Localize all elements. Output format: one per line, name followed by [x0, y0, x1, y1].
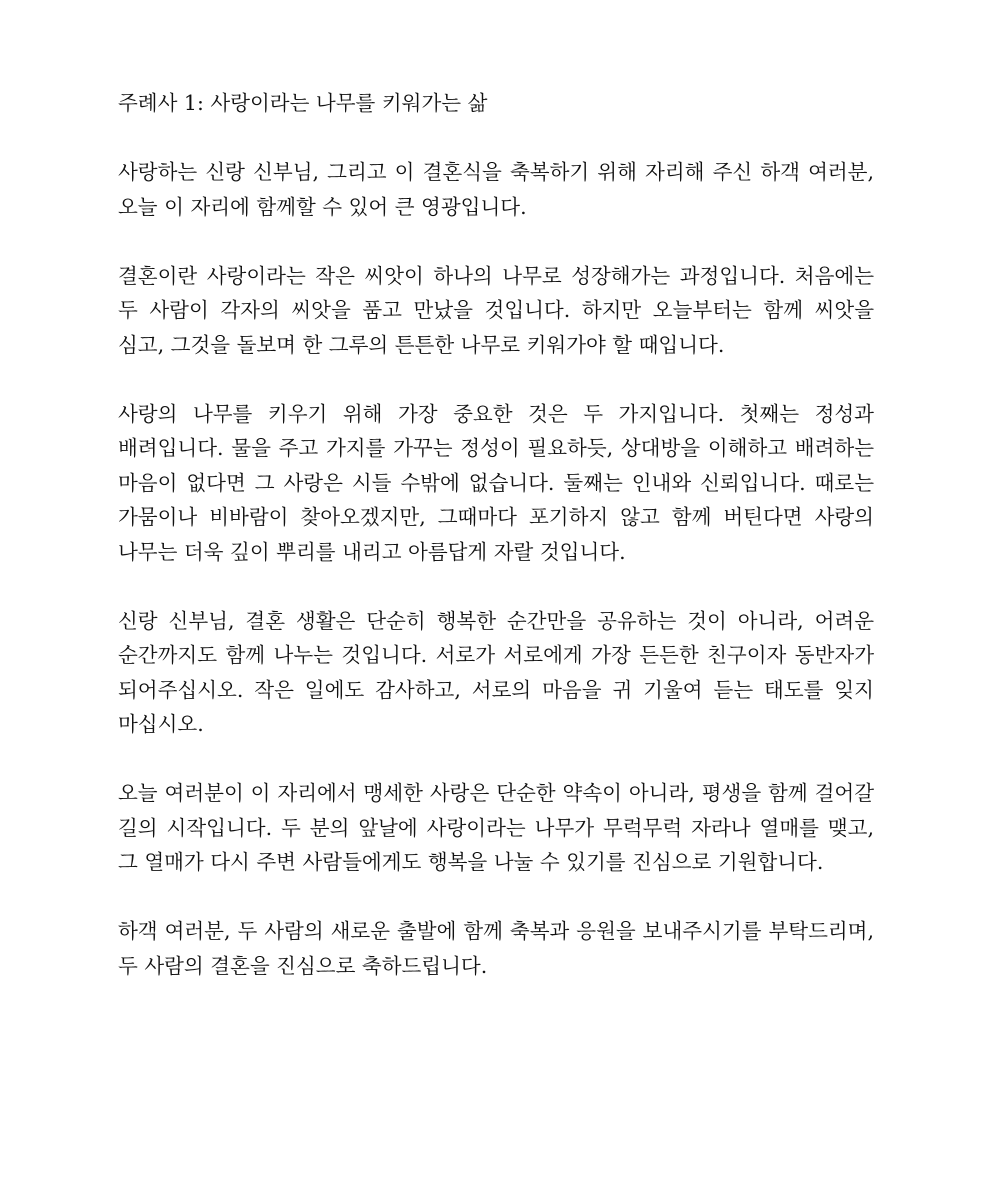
document-title: 주례사 1: 사랑이라는 나무를 키워가는 삶	[118, 91, 488, 115]
paragraph-marriage-meaning: 결혼이란 사랑이라는 작은 씨앗이 하나의 나무로 성장해가는 과정입니다. 처음에는 두 사람이 각자의 씨앗을 품고 만났을 것입니다. 하지만 오늘부터는 함께 씨앗을 심고, 그것을 돌보며 한 그루의 튼튼한 나무로 키워가야 할 때입니다.	[118, 263, 874, 357]
paragraph-greeting: 사랑하는 신랑 신부님, 그리고 이 결혼식을 축복하기 위해 자리해 주신 하객 여러분, 오늘 이 자리에 함께할 수 있어 큰 영광입니다.	[118, 160, 874, 219]
document-page	[118, 86, 874, 983]
paragraph-advice: 신랑 신부님, 결혼 생활은 단순히 행복한 순간만을 공유하는 것이 아니라, 어려운 순간까지도 함께 나누는 것입니다. 서로가 서로에게 가장 든든한 친구이자 동반자가 되어주십시오. 작은 일에도 감사하고, 서로의 마음을 귀 기울여 듣는 태도를 잊지 마십시오.	[118, 608, 874, 736]
paragraph-two-essentials: 사랑의 나무를 키우기 위해 가장 중요한 것은 두 가지입니다. 첫째는 정성과 배려입니다. 물을 주고 가지를 가꾸는 정성이 필요하듯, 상대방을 이해하고 배려하는 마음이 없다면 그 사랑은 시들 수밖에 없습니다. 둘째는 인내와 신뢰입니다. 때로는 가뭄이나 비바람이 찾아오겠지만, 그때마다 포기하지 않고 함께 버틴다면 사랑의 나무는 더욱 깊이 뿌리를 내리고 아름답게 자랄 것입니다.	[118, 401, 874, 564]
paragraph-blessing: 오늘 여러분이 이 자리에서 맹세한 사랑은 단순한 약속이 아니라, 평생을 함께 걸어갈 길의 시작입니다. 두 분의 앞날에 사랑이라는 나무가 무럭무럭 자라나 열매를 맺고, 그 열매가 다시 주변 사람들에게도 행복을 나눌 수 있기를 진심으로 기원합니다.	[118, 781, 874, 874]
paragraph-closing: 하객 여러분, 두 사람의 새로운 출발에 함께 축복과 응원을 보내주시기를 부탁드리며, 두 사람의 결혼을 진심으로 축하드립니다.	[118, 919, 874, 978]
